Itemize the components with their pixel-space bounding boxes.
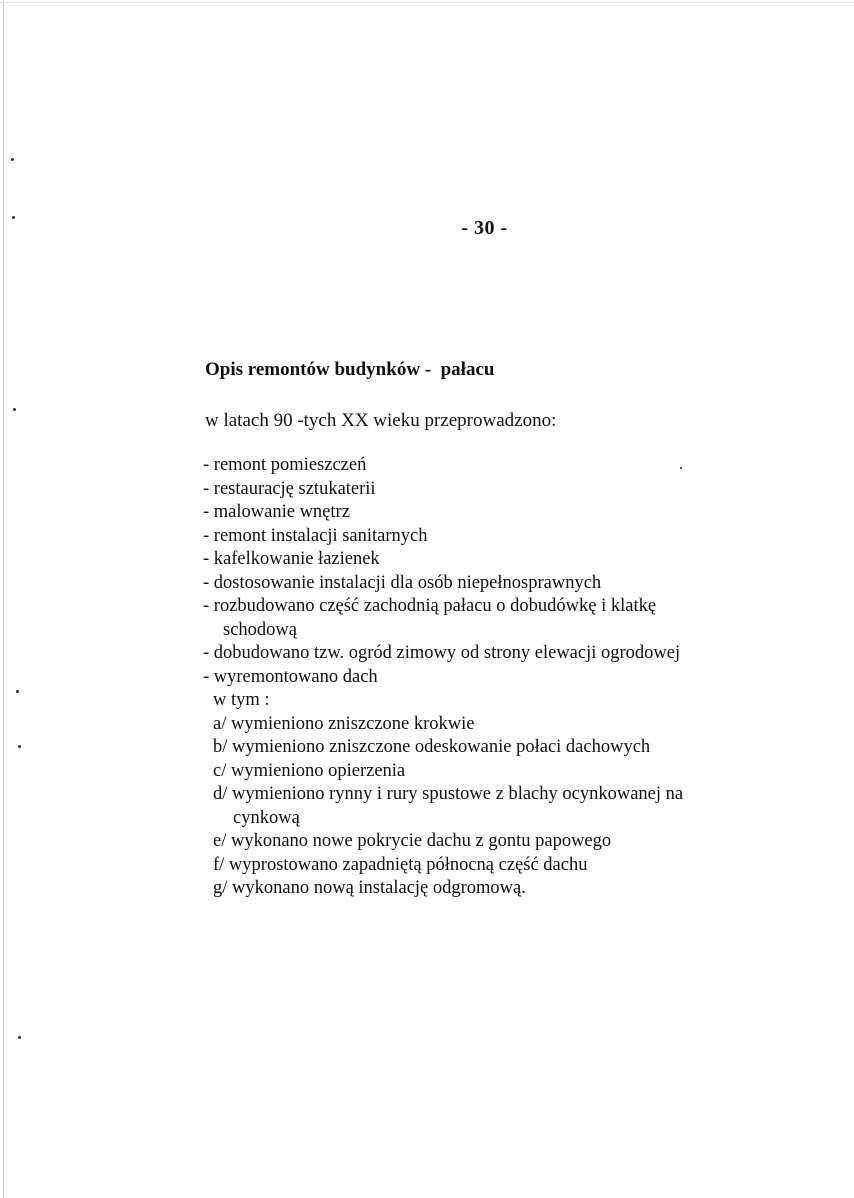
scan-edge-top bbox=[0, 2, 854, 3]
sublist-item: c/ wymieniono opierzenia bbox=[213, 760, 406, 781]
sublist-item: e/ wykonano nowe pokrycie dachu z gontu papowego bbox=[213, 831, 612, 851]
sublist-item: b/ wymieniono zniszczone odeskowanie połaci dachowych bbox=[213, 737, 651, 757]
list-item: - rozbudowano część zachodnią pałacu o dobudówkę i klatkę bbox=[203, 596, 657, 616]
scan-speck bbox=[16, 690, 19, 693]
sublist-item: d/ wymieniono rynny i rury spustowe z blachy ocynkowanej na bbox=[213, 784, 684, 804]
renovation-list bbox=[203, 454, 683, 901]
list-item: - remont instalacji sanitarnych bbox=[203, 525, 428, 546]
intro-line: w latach 90 -tych XX wieku przeprowadzono: bbox=[205, 410, 557, 431]
scan-speck bbox=[18, 1036, 21, 1039]
scan-speck bbox=[18, 745, 21, 748]
scan-speck bbox=[11, 158, 14, 161]
list-item: - kafelkowanie łazienek bbox=[203, 549, 380, 569]
list-item: - restaurację sztukaterii bbox=[203, 478, 376, 499]
page-number bbox=[0, 217, 854, 240]
list-item: - wyremontowano dach bbox=[203, 666, 378, 687]
section-heading: Opis remontów budynków - pałacu bbox=[205, 359, 495, 380]
list-item-continuation: schodową bbox=[223, 619, 297, 640]
sublist-item: g/ wykonano nową instalację odgromową. bbox=[213, 878, 526, 898]
sublist-item: a/ wymieniono zniszczone krokwie bbox=[213, 713, 475, 734]
sublist-item: f/ wyprostowano zapadniętą północną część dachu bbox=[213, 854, 588, 875]
list-item: - dobudowano tzw. ogród zimowy od strony elewacji ogrodowej bbox=[203, 643, 681, 663]
page-number-text: - 30 - bbox=[461, 217, 508, 239]
list-item: - remont pomieszczeń bbox=[203, 455, 367, 475]
list-item: - dostosowanie instalacji dla osób niepełnosprawnych bbox=[203, 572, 602, 593]
list-item: - malowanie wnętrz bbox=[203, 502, 350, 522]
scan-speck bbox=[13, 408, 16, 411]
scan-edge-left bbox=[3, 0, 4, 1198]
sublist-item-continuation: cynkową bbox=[233, 807, 300, 828]
sublist-intro: w tym : bbox=[213, 690, 270, 710]
